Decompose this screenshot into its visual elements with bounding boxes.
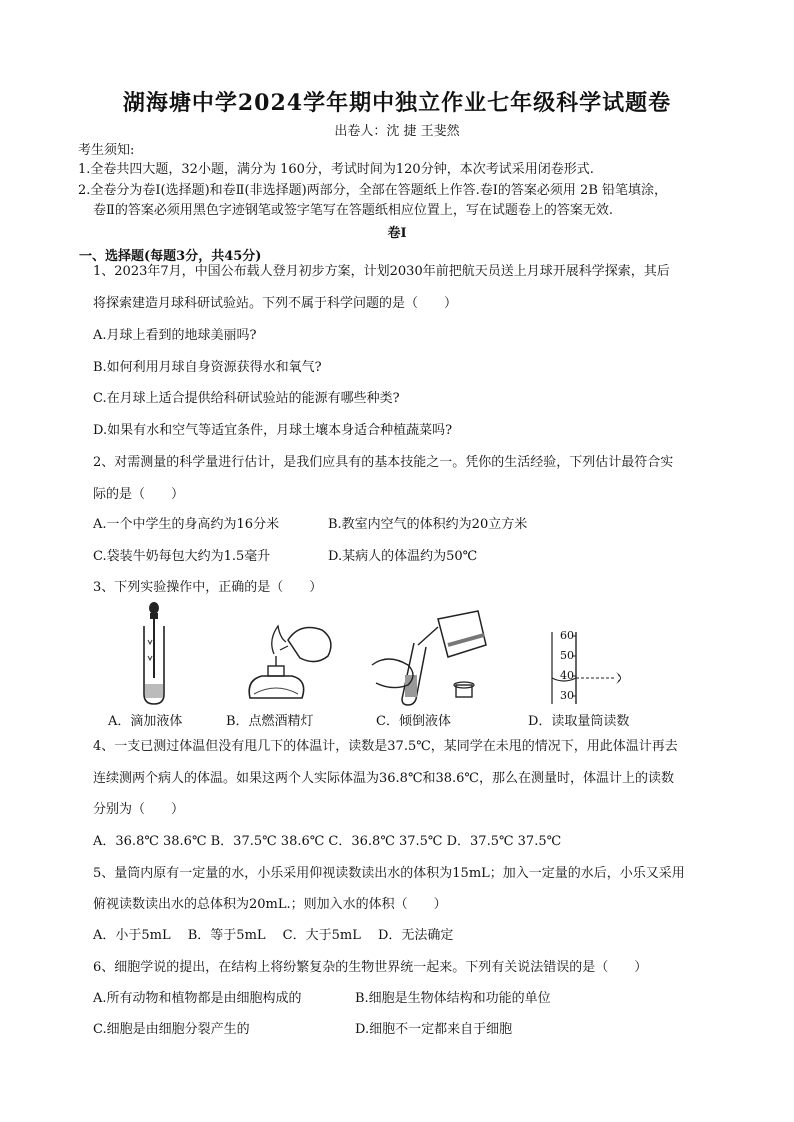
question-1-option-c: C.在月球上适合提供给科研试验站的能源有哪些种类? bbox=[93, 391, 400, 406]
question-1-line-1: 1、2023年7月，中国公布载人登月初步方案，计划2030年前把航天员送上月球开展科学探索，其后 bbox=[93, 264, 670, 279]
notice-heading: 考生须知: bbox=[78, 143, 135, 158]
question-6-option-d: D.细胞不一定都来自于细胞 bbox=[355, 1022, 513, 1037]
figure-pouring-liquid bbox=[368, 605, 498, 709]
question-6-option-b: B.细胞是生物体结构和功能的单位 bbox=[355, 991, 551, 1006]
question-2-option-b: B.教室内空气的体积约为20立方米 bbox=[328, 517, 528, 532]
tick-label-40: 40 bbox=[560, 669, 574, 682]
question-2-option-c: C.袋装牛奶每包大约为1.5毫升 bbox=[93, 549, 271, 564]
page-title: 湖海塘中学2024学年期中独立作业七年级科学试题卷 bbox=[122, 90, 672, 116]
notice-item-2-continued: 卷Ⅱ的答案必须用黑色字迹钢笔或签字笔写在答题纸相应位置上，写在试题卷上的答案无效. bbox=[93, 203, 613, 218]
figure-dropper-test-tube bbox=[130, 600, 180, 708]
question-1-line-2: 将探索建造月球科研试验站。下列不属于科学问题的是（ ） bbox=[93, 296, 458, 311]
question-5-line-1: 5、量筒内原有一定量的水，小乐采用仰视读数读出水的体积为15mL；加入一定量的水后，小乐又采用 bbox=[93, 866, 685, 881]
question-4-line-2: 连续测两个病人的体温。如果这两个人实际体温为36.8℃和38.6℃，那么在测量时，体温计上的读数 bbox=[93, 771, 674, 786]
question-6-option-a: A.所有动物和植物都是由细胞构成的 bbox=[93, 991, 302, 1006]
question-6-line-1: 6、细胞学说的提出，在结构上将纷繁复杂的生物世界统一起来。下列有关说法错误的是（ ） bbox=[93, 960, 648, 975]
tick-label-60: 60 bbox=[560, 629, 574, 642]
question-3-option-a: A．滴加液体 bbox=[108, 714, 183, 729]
tick-label-50: 50 bbox=[560, 649, 574, 662]
question-3-line-1: 3、下列实验操作中，正确的是（ ） bbox=[93, 580, 323, 595]
volume-heading: 卷Ⅰ bbox=[387, 226, 407, 241]
question-3-option-b: B．点燃酒精灯 bbox=[226, 714, 314, 729]
section-heading: 一、选择题(每题3分，共45分) bbox=[79, 249, 262, 264]
question-2-line-1: 2、对需测量的科学量进行估计，是我们应具有的基本技能之一。凭你的生活经验，下列估计最符合实 bbox=[93, 455, 674, 470]
figure-alcohol-lamp bbox=[240, 610, 340, 710]
question-5-options: A．小于5mL B．等于5mL C．大于5mL D．无法确定 bbox=[93, 928, 454, 943]
question-5-line-2: 俯视读数读出水的总体积为20mL.；则加入水的体积（ ） bbox=[93, 897, 447, 912]
author-line: 出卷人：沈 捷 王斐然 bbox=[334, 124, 460, 139]
question-1-option-a: A.月球上看到的地球美丽吗? bbox=[93, 328, 257, 343]
question-2-option-d: D.某病人的体温约为50℃ bbox=[328, 549, 478, 564]
notice-item-2: 2.全卷分为卷Ⅰ(选择题)和卷Ⅱ(非选择题)两部分，全部在答题纸上作答.卷Ⅰ的答案必须用 2B 铅笔填涂， bbox=[78, 183, 668, 198]
notice-item-1: 1.全卷共四大题，32小题，满分为 160分，考试时间为120分钟，本次考试采用闭卷形式. bbox=[78, 162, 594, 177]
question-4-options: A．36.8℃ 38.6℃ B．37.5℃ 38.6℃ C．36.8℃ 37.5℃ D．37.5℃ 37.5℃ bbox=[93, 834, 562, 849]
question-4-line-3: 分别为（ ） bbox=[93, 802, 185, 817]
question-2-line-2: 际的是（ ） bbox=[93, 487, 185, 502]
question-1-option-d: D.如果有水和空气等适宜条件，月球土壤本身适合种植蔬菜吗? bbox=[93, 423, 453, 438]
question-4-line-1: 4、一支已测过体温但没有甩几下的体温计，读数是37.5℃，某同学在未甩的情况下，用此体温计再去 bbox=[93, 739, 678, 754]
tick-label-30: 30 bbox=[560, 689, 574, 702]
question-2-option-a: A.一个中学生的身高约为16分米 bbox=[93, 517, 280, 532]
question-3-option-c: C．倾倒液体 bbox=[376, 714, 451, 729]
question-6-option-c: C.细胞是由细胞分裂产生的 bbox=[93, 1022, 250, 1037]
question-3-option-d: D．读取量筒读数 bbox=[528, 714, 630, 729]
question-1-option-b: B.如何利用月球自身资源获得水和氧气? bbox=[93, 360, 322, 375]
